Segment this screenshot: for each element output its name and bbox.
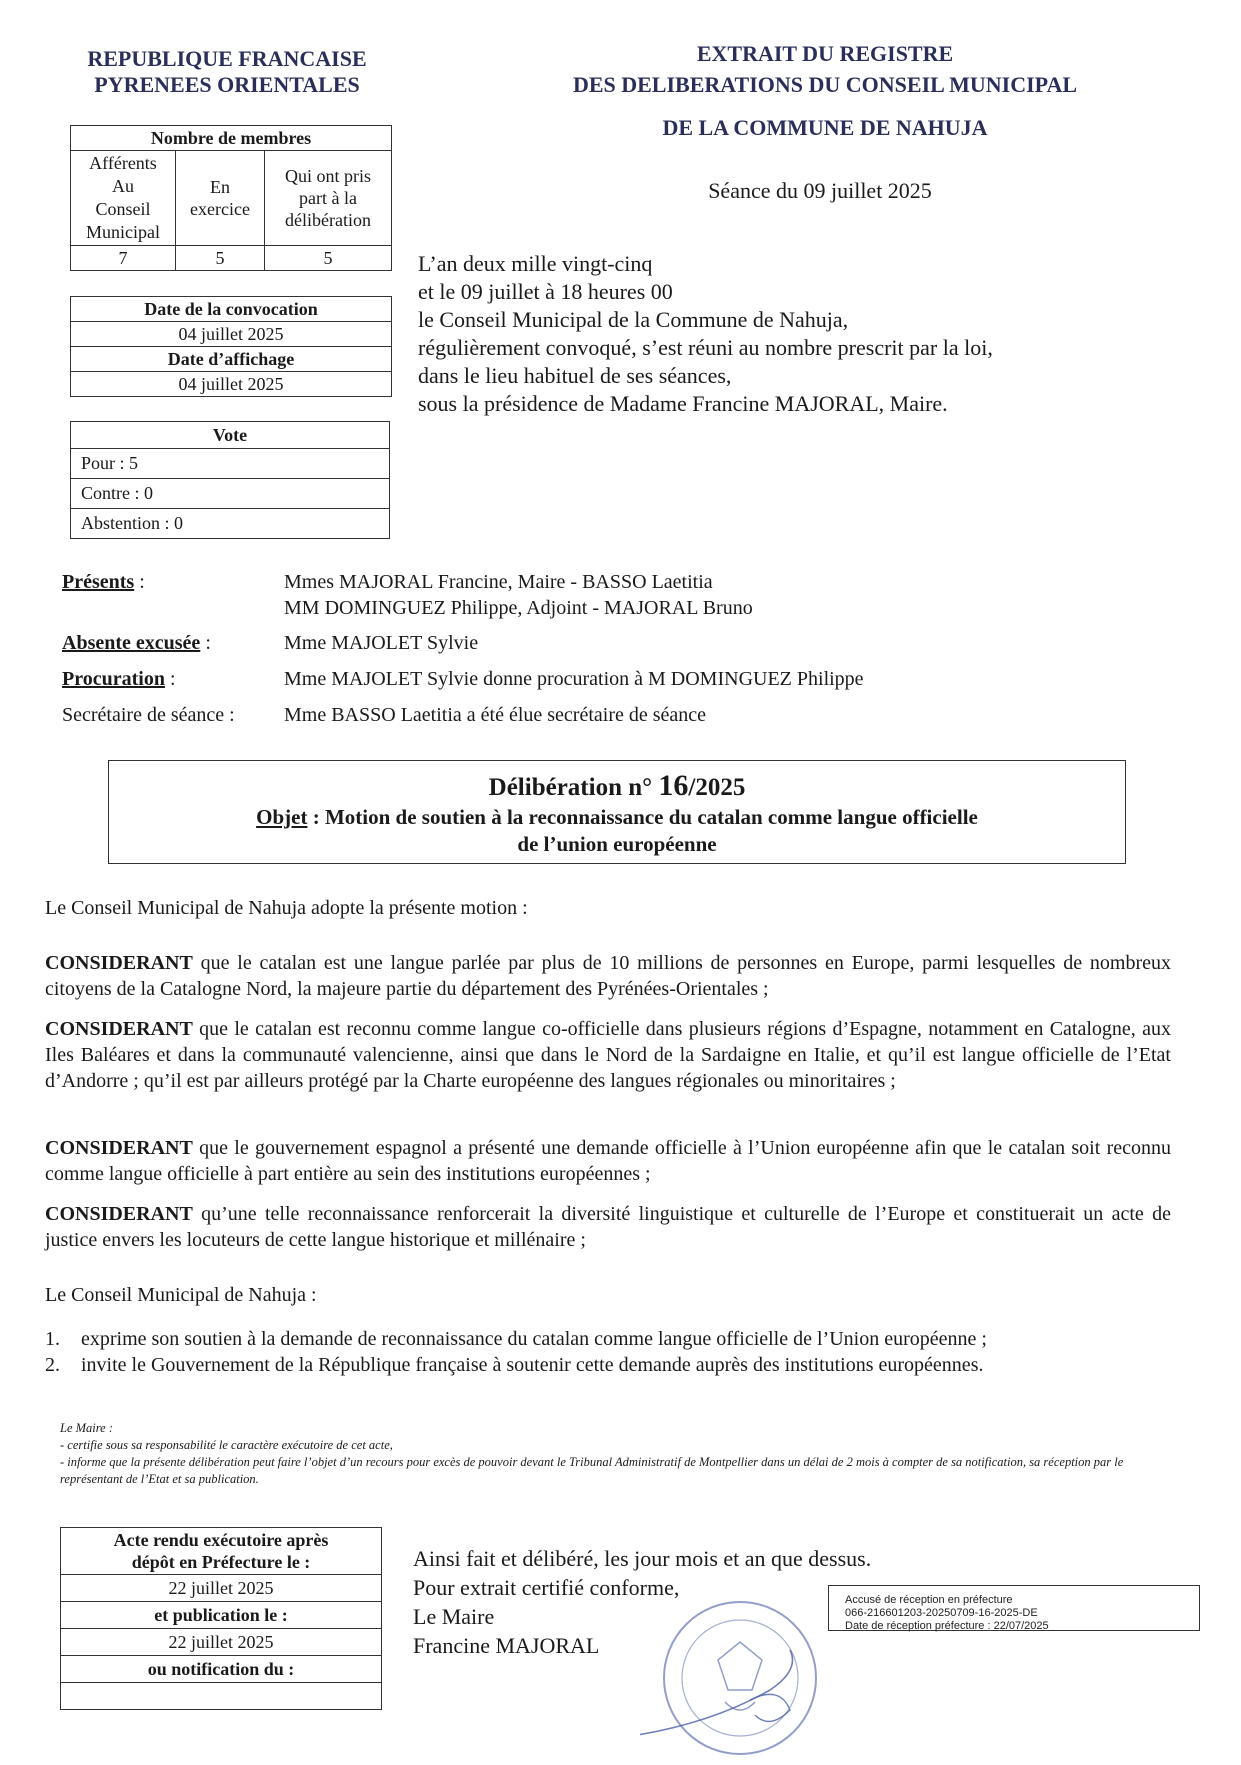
list-item	[45, 1352, 1185, 1378]
list-item-number: 2.	[45, 1354, 60, 1376]
col-afferents-l4: Municipal	[86, 222, 160, 242]
seance-date: Séance du 09 juillet 2025	[708, 178, 932, 203]
signature-name: Francine MAJORAL	[413, 1633, 600, 1658]
maire-note-line: - informe que la présente délibération peut faire l’objet d’un recours pour excès de pouvoir devant le Tribunal Administratif de Montpellier dans un délai de 2 mois à compter de sa notification, sa réception par le représentant de l’Etat et sa publication.	[60, 1455, 1124, 1486]
presents-label-text: Présents	[62, 571, 135, 593]
vote-abstention: Abstention : 0	[71, 509, 390, 539]
convocation-date: 04 juillet 2025	[71, 322, 392, 347]
deliberation-object	[109, 804, 1125, 858]
members-col-afferents	[71, 151, 176, 246]
considerant-keyword: CONSIDERANT	[45, 1018, 193, 1040]
acte-date-depot: 22 juillet 2025	[61, 1575, 382, 1602]
registry-line-1: EXTRAIT DU REGISTRE	[696, 41, 954, 66]
vote-contre: Contre : 0	[71, 479, 390, 509]
members-afferents-value: 7	[71, 246, 176, 271]
object-line-2: de l’union européenne	[517, 832, 717, 856]
intro-line: L’an deux mille vingt-cinq	[418, 251, 653, 276]
acte-table	[60, 1527, 382, 1710]
acte-title-l1: Acte rendu exécutoire après	[113, 1530, 329, 1550]
vote-table	[70, 421, 390, 539]
presents-label	[62, 564, 145, 600]
presents-line-2: MM DOMINGUEZ Philippe, Adjoint - MAJORAL Bruno	[284, 597, 753, 619]
presents-colon: :	[134, 571, 145, 593]
acte-date-publication: 22 juillet 2025	[61, 1629, 382, 1656]
procuration-colon: :	[164, 668, 176, 690]
intro-line: sous la présidence de Madame Francine MAJORAL, Maire.	[418, 391, 948, 416]
col-exercice-l2: exercice	[190, 199, 250, 219]
list-item	[45, 1326, 1185, 1352]
decision-list	[45, 1326, 1185, 1378]
acte-publication-label: et publication le :	[61, 1602, 382, 1629]
deliberation-prefix: Délibération n°	[488, 774, 659, 801]
object-line-1: : Motion de soutien à la reconnaissance du catalan comme langue officielle	[307, 805, 978, 829]
deliberation-year: /2025	[688, 774, 746, 801]
receipt-line: Accusé de réception en préfecture	[845, 1594, 1013, 1606]
deliberation-box	[108, 760, 1126, 864]
vote-title: Vote	[71, 422, 390, 449]
members-col-exercice	[176, 151, 265, 246]
col-afferents-l2: Au	[112, 176, 134, 196]
intro-line: le Conseil Municipal de la Commune de Nahuja,	[418, 307, 849, 332]
considerant-1	[45, 950, 1171, 1002]
intro-line: dans le lieu habituel de ses séances,	[418, 363, 732, 388]
signature-block	[413, 1544, 871, 1660]
deliberation-number	[109, 769, 1125, 803]
commune-line: DE LA COMMUNE DE NAHUJA	[662, 115, 988, 140]
seance-intro	[418, 250, 993, 418]
secretaire-value: Mme BASSO Laetitia a été élue secrétaire de séance	[284, 704, 707, 726]
motion-intro: Le Conseil Municipal de Nahuja adopte la présente motion :	[45, 897, 528, 919]
considerant-text: que le catalan est une langue parlée par plus de 10 millions de personnes en Europe, parmi lesquelles de nombreux citoyens de la Catalogne Nord, la majeure partie du département des Pyrénées-Orientales ;	[45, 952, 1171, 1000]
procuration-label	[62, 661, 176, 697]
absente-colon: :	[200, 632, 211, 654]
considerant-text: qu’une telle reconnaissance renforcerait la diversité linguistique et culturelle de l’Europe et constituerait un acte de justice envers les locuteurs de cette langue historique et millénaire ;	[45, 1203, 1171, 1251]
considerant-text: que le gouvernement espagnol a présenté une demande officielle à l’Union européenne afin que le catalan soit reconnu comme langue officielle à part entière au sein des institutions européennes ;	[45, 1137, 1171, 1185]
procuration-label-text: Procuration	[62, 668, 165, 690]
affichage-date: 04 juillet 2025	[71, 372, 392, 397]
affichage-title: Date d’affichage	[71, 347, 392, 372]
col-delib-l3: délibération	[285, 210, 371, 230]
absente-label	[62, 625, 211, 661]
acte-title	[61, 1528, 382, 1575]
conseil-heading: Le Conseil Municipal de Nahuja :	[45, 1284, 317, 1306]
considerant-3	[45, 1135, 1171, 1187]
col-exercice-l1: En	[210, 177, 230, 197]
intro-line: et le 09 juillet à 18 heures 00	[418, 279, 673, 304]
members-deliberation-value: 5	[265, 246, 392, 271]
absente-label-text: Absente excusée	[62, 632, 201, 654]
convocation-title: Date de la convocation	[71, 297, 392, 322]
considerant-4	[45, 1201, 1171, 1253]
signature-line: Ainsi fait et délibéré, les jour mois et an que dessus.	[413, 1546, 872, 1571]
registry-line-2: DES DELIBERATIONS DU CONSEIL MUNICIPAL	[572, 72, 1078, 97]
considerant-text: que le catalan est reconnu comme langue co-officielle dans plusieurs régions d’Espagne, notamment en Catalogne, aux Iles Baléares et dans la communauté valencienne, ainsi que dans le Nord de la Sardaigne en Italie, et qu’il est langue officielle de l’Etat d’Andorre ; qu’il est par ailleurs protégé par la Charte européenne des langues régionales ou minoritaires ;	[45, 1018, 1171, 1092]
maire-note	[60, 1420, 1180, 1488]
registry-header	[470, 38, 1180, 143]
considerant-keyword: CONSIDERANT	[45, 952, 193, 974]
prefecture-receipt	[828, 1585, 1200, 1631]
vote-pour: Pour : 5	[71, 449, 390, 479]
members-col-deliberation	[265, 151, 392, 246]
deliberation-num: 16	[658, 769, 689, 802]
members-title: Nombre de membres	[71, 126, 392, 151]
secretaire-label: Secrétaire de séance :	[62, 704, 235, 726]
acte-date-notification	[61, 1683, 382, 1710]
signature-line: Le Maire	[413, 1604, 495, 1629]
col-afferents-l1: Afférents	[89, 153, 157, 173]
absente-value: Mme MAJOLET Sylvie	[284, 632, 479, 654]
col-delib-l1: Qui ont pris	[284, 166, 371, 186]
receipt-date: Date de réception préfecture : 22/07/2025	[845, 1620, 1049, 1632]
convocation-table	[70, 296, 392, 397]
object-label: Objet	[256, 805, 308, 829]
col-afferents-l3: Conseil	[95, 199, 151, 219]
considerant-2	[45, 1016, 1171, 1094]
list-item-number: 1.	[45, 1328, 60, 1350]
maire-note-title: Le Maire :	[60, 1421, 113, 1435]
department-line: PYRENEES ORIENTALES	[94, 72, 360, 97]
republic-header	[62, 46, 392, 98]
col-delib-l2: part à la	[299, 188, 357, 208]
acte-notification-label: ou notification du :	[61, 1656, 382, 1683]
intro-line: régulièrement convoqué, s’est réuni au nombre prescrit par la loi,	[418, 335, 993, 360]
members-exercice-value: 5	[176, 246, 265, 271]
considerant-keyword: CONSIDERANT	[45, 1203, 193, 1225]
receipt-id: 066-216601203-20250709-16-2025-DE	[845, 1607, 1038, 1619]
presents-line-1: Mmes MAJORAL Francine, Maire - BASSO Laetitia	[284, 571, 713, 593]
acte-title-l2: dépôt en Préfecture le :	[131, 1552, 311, 1572]
members-table	[70, 125, 392, 271]
list-item-text: exprime son soutien à la demande de reconnaissance du catalan comme langue officielle de l’Union européenne ;	[81, 1328, 987, 1350]
maire-note-line: - certifie sous sa responsabilité le caractère exécutoire de cet acte,	[60, 1438, 393, 1452]
republic-line: REPUBLIQUE FRANCAISE	[87, 46, 367, 71]
list-item-text: invite le Gouvernement de la République française à soutenir cette demande auprès des institutions européennes.	[81, 1354, 984, 1376]
signature-line: Pour extrait certifié conforme,	[413, 1575, 680, 1600]
considerant-keyword: CONSIDERANT	[45, 1137, 193, 1159]
procuration-value: Mme MAJOLET Sylvie donne procuration à M DOMINGUEZ Philippe	[284, 668, 864, 690]
